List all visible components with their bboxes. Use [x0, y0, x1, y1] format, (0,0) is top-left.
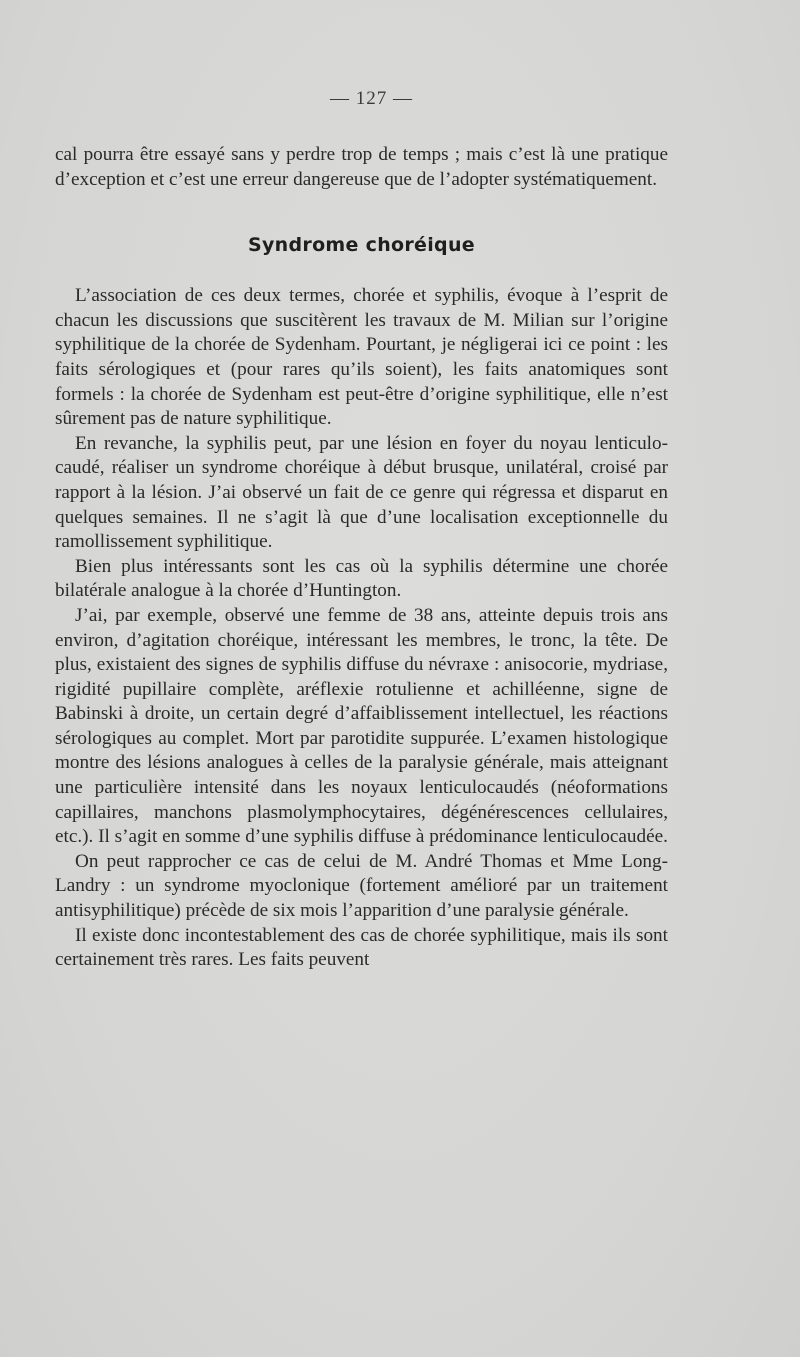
paragraph-3: Bien plus intéressants sont les cas où la syphilis détermine une chorée bilatérale analogue à la chorée d’Huntington. [55, 555, 668, 602]
paragraph-5: On peut rapprocher ce cas de celui de M. André Thomas et Mme Long-Landry : un syndrome myoclonique (fortement amélioré par un traitement antisyphilitique) précède de six mois l’apparition d’une paralysie générale. [55, 850, 668, 922]
intro-paragraph: cal pourra être essayé sans y perdre trop de temps ; mais c’est là une pratique d’exception et c’est une erreur dangereuse que de l’adopter systématiquement. [55, 144, 668, 190]
page-number: — 127 — [330, 88, 413, 109]
paragraph-4: J’ai, par exemple, observé une femme de 38 ans, atteinte depuis trois ans environ, d’agitation choréique, intéressant les membres, le tronc, la tête. De plus, existaient des signes de syphilis diffuse du névraxe : anisocorie, mydriase, rigidité pupillaire complète, aréflexie rotulienne et achilléenne, signe de Babinski à droite, un certain degré d’affaiblissement intellectuel, les réactions sérologiques au complet. Mort par parotidite suppurée. L’examen histologique montre des lésions analogues à celles de la paralysie générale, mais atteignant une particulière intensité dans les noyaux lenticulocaudés (néoformations capillaires, manchons plasmolymphocytaires, dégénérescences cellulaires, etc.). Il s’agit en somme d’une syphilis diffuse à prédominance lenticulocaudée. [55, 604, 668, 848]
paragraph-1: L’association de ces deux termes, chorée et syphilis, évoque à l’esprit de chacun les discussions que suscitèrent les travaux de M. Milian sur l’origine syphilitique de la chorée de Sydenham. Pourtant, je négligerai ici ce point : les faits sérologiques et (pour rares qu’ils soient), les faits anatomiques sont formels : la chorée de Sydenham est peut-être d’origine syphilitique, elle n’est sûrement pas de nature syphilitique. [55, 285, 668, 430]
section-title: Syndrome choréique [248, 234, 475, 257]
document-page [55, 88, 668, 973]
paragraph-6: Il existe donc incontestablement des cas de chorée syphilitique, mais ils sont certainement très rares. Les faits peuvent [55, 924, 668, 971]
paragraph-2: En revanche, la syphilis peut, par une lésion en foyer du noyau lenticulo-caudé, réaliser un syndrome choréique à début brusque, unilatéral, croisé par rapport à la lésion. J’ai observé un fait de ce genre qui régressa et disparut en quelques semaines. Il ne s’agit là que d’une localisation exceptionnelle du ramollissement syphilitique. [55, 432, 668, 553]
